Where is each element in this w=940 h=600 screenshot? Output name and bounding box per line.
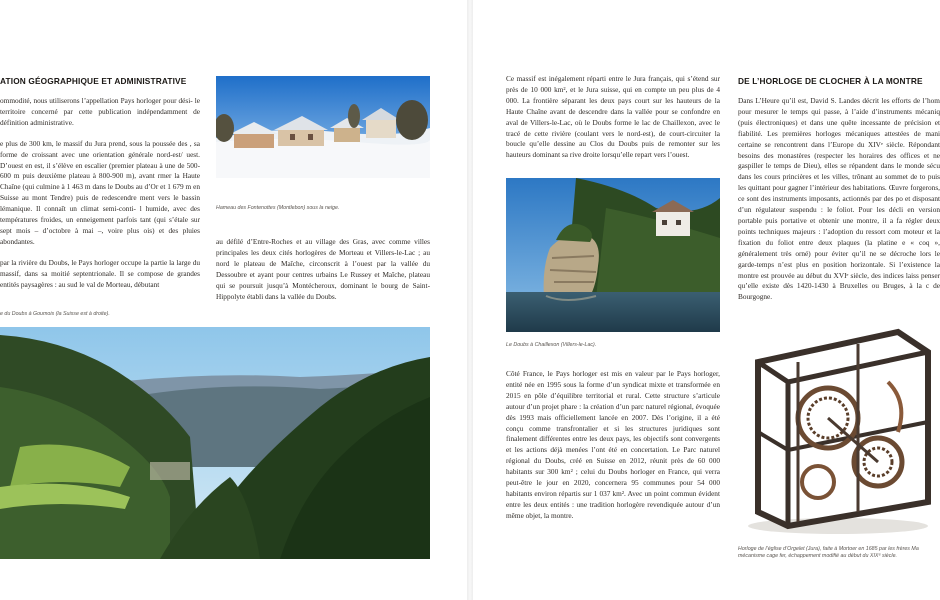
caption-snowy-hamlet: Hameau des Fontenottes (Montlebon) sous la neige. (216, 205, 340, 211)
right-paragraph-1: Ce massif est inégalement réparti entre le Jura français, qui s’étend sur près de 10 000 km², et le Jura suisse, qui en compte un peu plus de 4 000. La frontière séparant les deux pays court sur les hauteurs de la Haute Chaîne avant de descendre dans la vallée pour se confondre en aval de Villers-le-Lac, où le Doubs forme le lac de Chaillexon, avec le tracé de cette rivière (coulant vers le nord-est), de court-circuiter la boucle qu’elle dessine au Clos du Doubs puis de remonter sur les hauteurs dominant sa rive droite lorsqu’elle repart vers l’ouest. (506, 74, 720, 160)
left-column-1 (0, 96, 200, 291)
photo-iron-clock-mechanism (738, 322, 940, 538)
caption-doubs-chaillexon: Le Doubs à Chaillexon (Villers-le-Lac). (506, 342, 597, 348)
right-column-1-top (506, 74, 720, 161)
book-gutter (467, 0, 473, 600)
photo-doubs-chaillexon (506, 178, 720, 332)
photo-doubs-valley (0, 327, 430, 559)
left-paragraph-2: e plus de 300 km, le massif du Jura prend, sous la poussée des , sa forme de croissant avec une orientation générale nord-est/ uest. D’ouest en est, il s’élève en escalier (premier plateau à une de 500-600 m puis deuxième plateau à 800-900 m), avant rmer la Haute Chaîne (qui culmine à 1 463 m dans le Doubs au d’Or et 1 679 m en Suisse au mont Tendre) puis de redescendre ment vers le bassin lémanique. Il connaît un climat semi-conti- l humide, avec des températures froides, un enneigement parfois tant (qui s’étale sur sept mois – d’octobre à mai –, voire plus ois) et des pluies abondantes. (0, 138, 200, 246)
caption-iron-clock-mechanism: Horloge de l’église d’Orgelet (Jura), faite à Mortoer en 1685 par les frères Ma mécanisme cage fer, échappement modifié au début du XIXᵉ siècle. (738, 546, 919, 560)
photo-snowy-hamlet (216, 76, 430, 178)
left-section-heading: ATION GÉOGRAPHIQUE ET ADMINISTRATIVE (0, 76, 187, 86)
right-column-2 (738, 96, 940, 303)
left-paragraph-4: au défilé d’Entre-Roches et au village des Gras, avec comme villes principales les deux cités horlogères de Morteau et Villers-le-Lac ; au nord le plateau de Maîche, circonscrit à l’ouest par la vallée du Dessoubre et ayant pour centres urbains Le Russey et Maîche, plateau qui se poursuit jusqu’à Montécheroux, dominant le bourg de Saint-Hippolyte établi dans la vallée du Doubs. (216, 237, 430, 301)
left-column-2 (216, 237, 430, 302)
right-paragraph-3: Dans L’Heure qu’il est, David S. Landes décrit les efforts de l’hom pour mesurer le temps qui passe, à l’aide d’instruments mécaniq (puis électroniques) et dans une quête incessante de précision et fiabilité. Les premières horloges mécaniques attestées de mani certaine se rencontrent dans l’Europe du XIVᵉ siècle. Répondant besoins des monastères (respecter les horaires des offices et ne gaspiller le temps de Dieu), elles se répandent dans le monde sécu dans les cours princières et les villes, trônant au sommet de to puis les quittant pour gagner l’intérieur des habitations. Œuvre forgerons, ce sont des instruments imposants, actionnés par des po et disposant d’un régulateur suspendu : le foliot. Pour les décli en version portable puis portative et obtenir une montre, il a fa régler deux points techniques majeurs : l’adoption du ressort com moteur et la fixation du foliot entre deux plaques (la platine e « coq », généralement très orné) pour éviter qu’il ne se décroche lors le garde-temps n’est plus en position horizontale. Si l’existence la montre est prouvée au début du XVIᵉ siècle, des indices laiss penser qu’elle existe dès 1420-1430 à Bruxelles ou Bruges, à la c de Bourgogne. (738, 96, 940, 302)
right-section-heading: DE L’HORLOGE DE CLOCHER À LA MONTRE (738, 76, 923, 86)
left-paragraph-3: par la rivière du Doubs, le Pays horloger occupe la partie la large du massif, dans sa moitié septentrionale. Il se compose de grandes entités paysagères : au sud le val de Morteau, débutant (0, 257, 200, 289)
left-paragraph-1: ommodité, nous utiliserons l’appellation Pays horloger pour dési- le territoire concerné par cette publication indépendamment de définition administrative. (0, 96, 200, 127)
caption-doubs-valley: e du Doubs à Goumois (la Suisse est à droite). (0, 311, 110, 317)
right-column-1-bottom (506, 369, 720, 522)
right-paragraph-2: Côté France, le Pays horloger est mis en valeur par le Pays horloger, entité née en 1995 sous la forme d’un syndicat mixte et transformée en 2015 en pôle d’équilibre territorial et rural. Cette structure s’articule autour d’un projet phare : la création d’un parc naturel régional, évoquée dès 1993 mais officiellement lancée en 2007. Dès l’origine, il a été conçu comme transfrontalier et si les structures juridiques sont finalement différentes entre les deux pays, les objectifs sont convergents et les actions déjà menées l’ont été en concertation. Le Parc naturel régional du Doubs, créé en Suisse en 2012, réunit près de 60 000 habitants sur 300 km² ; celui du Doubs horloger en France, qui verra peut-être le jour en 2020, concernera 95 communes pour 54 000 habitants environ répartis sur 1 037 km². Avec un point commun évident entre les deux entités : une tradition horlogère revendiquée autour d’un même objet, la montre. (506, 369, 720, 520)
